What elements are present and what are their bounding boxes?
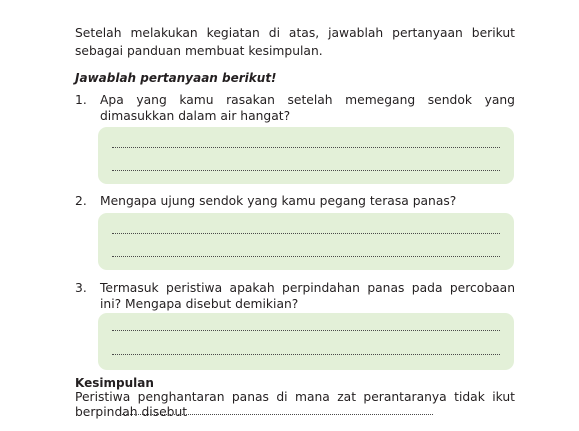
answer-box-1[interactable] <box>98 127 514 184</box>
question-text: Apa yang kamu rasakan setelah memegang sendok yang dimasukkan dalam air hangat? <box>100 93 515 123</box>
answer-line <box>112 170 500 171</box>
question-text: Mengapa ujung sendok yang kamu pegang terasa panas? <box>100 194 457 208</box>
conclusion-fill-line[interactable] <box>120 414 433 415</box>
question-number: 2. <box>75 194 87 208</box>
questions-heading: Jawablah pertanyaan berikut! <box>75 71 277 85</box>
answer-box-2[interactable] <box>98 213 514 270</box>
conclusion-heading: Kesimpulan <box>75 376 154 390</box>
answer-line <box>112 354 500 355</box>
question-number: 3. <box>75 281 87 295</box>
conclusion-text: Peristiwa penghantaran panas di mana zat perantaranya tidak ikut berpindah disebut <box>75 390 515 419</box>
intro-paragraph: Setelah melakukan kegiatan di atas, jawablah pertanyaan berikut sebagai panduan membuat kesimpulan. <box>75 26 515 58</box>
answer-line <box>112 147 500 148</box>
question-2 <box>75 193 515 209</box>
question-number: 1. <box>75 93 87 107</box>
question-3 <box>75 280 515 312</box>
question-text: Termasuk peristiwa apakah perpindahan panas pada percobaan ini? Mengapa disebut demikian? <box>100 281 515 311</box>
answer-line <box>112 256 500 257</box>
answer-line <box>112 330 500 331</box>
answer-box-3[interactable] <box>98 313 514 370</box>
question-1 <box>75 92 515 124</box>
answer-line <box>112 233 500 234</box>
